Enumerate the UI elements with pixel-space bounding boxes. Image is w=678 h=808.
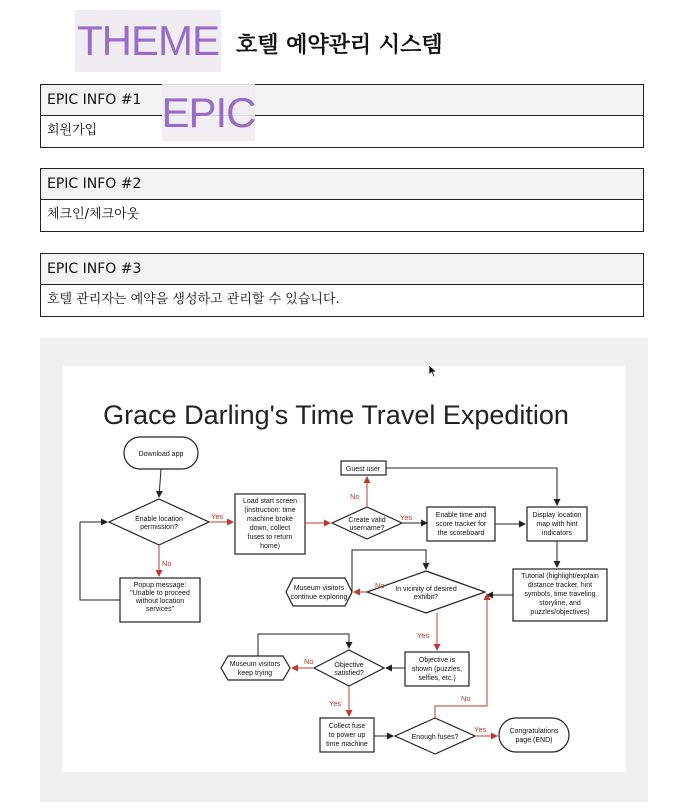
label-no-fuses: No bbox=[461, 694, 471, 703]
mouse-cursor-icon bbox=[428, 364, 438, 378]
node-create-user-text-1: Create valid bbox=[348, 517, 386, 524]
node-objective-satisfied-text-1: Objective bbox=[334, 662, 364, 669]
label-yes-fuses: Yes bbox=[474, 725, 487, 734]
theme-label: THEME bbox=[77, 17, 219, 64]
node-popup-text-3: without location bbox=[135, 598, 185, 605]
node-vicinity-text-2: exhibit? bbox=[413, 594, 439, 601]
node-continue-text-1: Museum visitors bbox=[293, 585, 345, 592]
node-enable-time-text-2: score tracker for bbox=[435, 521, 487, 528]
node-load-start-text-6: home) bbox=[260, 543, 280, 550]
epic-info-3-header: EPIC INFO #3 bbox=[41, 254, 643, 285]
node-guest-text: Guest user bbox=[345, 466, 381, 473]
label-yes-vicinity: Yes bbox=[417, 631, 430, 640]
node-collect-fuse-text-3: time machine bbox=[326, 741, 368, 748]
node-congrats bbox=[499, 718, 569, 752]
node-collect-fuse-text-2: to power up bbox=[328, 732, 366, 739]
node-load-start-text-2: (instruction: time bbox=[244, 507, 296, 514]
node-display-map-text-3: indicators bbox=[542, 530, 572, 537]
node-tutorial-text-5: puzzles/objectives) bbox=[530, 609, 590, 616]
label-yes-location: Yes bbox=[211, 512, 224, 521]
label-no-username: No bbox=[350, 492, 360, 501]
epic-sticky bbox=[162, 84, 255, 141]
page-title: 호텔 예약관리 시스템 bbox=[236, 33, 443, 58]
node-popup-text-2: "Unable to proceed bbox=[130, 590, 190, 597]
node-keep-trying-text-1: Museum visitors bbox=[229, 661, 281, 668]
label-no-objective: No bbox=[304, 657, 314, 666]
node-display-map-text-1: Display location bbox=[532, 512, 582, 519]
node-collect-fuse-text-1: Collect fuse bbox=[328, 723, 366, 730]
label-no-location: No bbox=[162, 559, 172, 568]
epic-info-2-header: EPIC INFO #2 bbox=[41, 169, 643, 200]
node-popup-text-4: services" bbox=[145, 606, 175, 613]
node-load-start-text-5: fuses to return bbox=[247, 534, 293, 541]
label-yes-username: Yes bbox=[400, 513, 413, 522]
node-load-start-text-3: machine broke bbox=[247, 516, 293, 523]
node-enable-location-text-1: Enable location bbox=[135, 516, 183, 523]
node-popup-text-1: Popup message: bbox=[133, 582, 187, 589]
epic-info-2 bbox=[40, 168, 644, 232]
node-continue-text-2: continue exploring bbox=[290, 594, 348, 601]
label-no-vicinity: No bbox=[375, 581, 385, 590]
node-objective-shown-text-1: Objective is bbox=[418, 657, 456, 664]
node-load-start-text-4: down, collect bbox=[249, 525, 291, 532]
flowchart-canvas bbox=[62, 366, 626, 772]
epic-label: EPIC bbox=[161, 88, 256, 136]
flowchart-title: Grace Darling's Time Travel Expedition bbox=[103, 400, 569, 430]
node-objective-satisfied-text-2: satisfied? bbox=[334, 670, 364, 677]
node-vicinity-text-1: In vicinity of desired bbox=[395, 586, 457, 593]
node-enough-fuses-text: Enough fuses? bbox=[411, 734, 459, 741]
node-tutorial-text-1: Tutorial (highlight/explain bbox=[521, 573, 599, 580]
node-objective-shown-text-3: selfies, etc.) bbox=[418, 675, 456, 682]
node-create-user-text-2: username? bbox=[349, 525, 385, 532]
epic-info-3-body[interactable]: 호텔 관리자는 예약을 생성하고 관리할 수 있습니다. bbox=[47, 292, 340, 307]
epic-info-3 bbox=[40, 253, 644, 317]
node-enable-time-text-3: the scoreboard bbox=[437, 530, 485, 537]
node-enable-location-text-2: permission? bbox=[140, 524, 178, 531]
flowchart-image[interactable] bbox=[40, 338, 648, 802]
label-yes-objective: Yes bbox=[329, 699, 342, 708]
epic-info-1-body[interactable]: 회원가입 bbox=[47, 123, 98, 138]
node-download-text: Download app bbox=[138, 451, 184, 458]
node-load-start-text-1: Load start screen bbox=[242, 498, 298, 505]
node-congrats-text-1: Congratulations bbox=[509, 728, 559, 735]
node-congrats-text-2: page (END) bbox=[515, 737, 553, 744]
node-display-map-text-2: map with hint bbox=[536, 521, 578, 528]
epic-info-1-header: EPIC INFO #1 bbox=[41, 85, 643, 116]
epic-info-2-body[interactable]: 체크인/체크아웃 bbox=[47, 207, 140, 222]
node-objective-shown-text-2: shown (puzzles, bbox=[411, 666, 463, 673]
node-tutorial-text-4: storyline, and bbox=[539, 600, 581, 607]
node-tutorial-text-2: distance tracker, hint bbox=[527, 582, 593, 589]
node-continue bbox=[286, 578, 352, 606]
node-enable-time-text-1: Enable time and bbox=[435, 512, 487, 519]
node-tutorial-text-3: symbols, time traveling bbox=[524, 591, 596, 598]
epic-info-1 bbox=[40, 84, 644, 148]
node-keep-trying-text-2: keep trying bbox=[237, 670, 273, 677]
flowchart-svg bbox=[62, 366, 626, 772]
theme-sticky bbox=[75, 10, 221, 72]
